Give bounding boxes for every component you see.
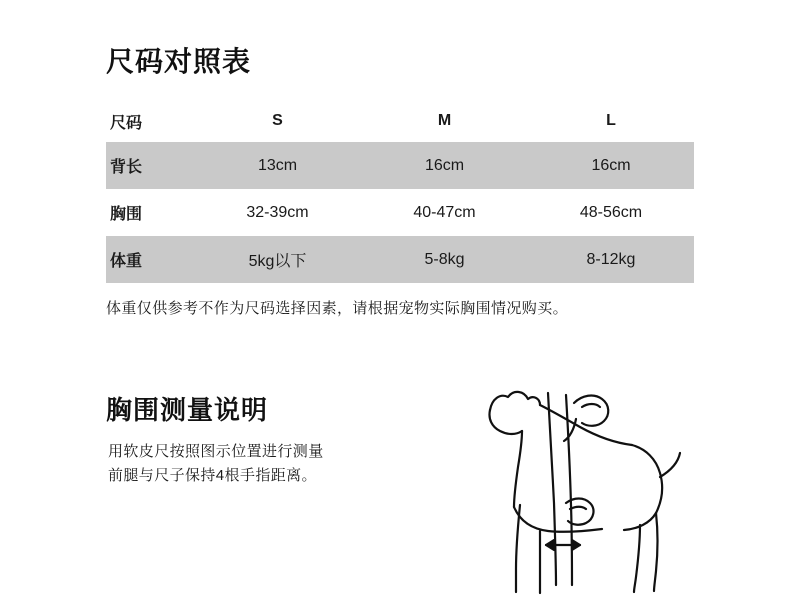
row-label-weight: 体重 bbox=[106, 236, 194, 283]
row-label-back-length: 背长 bbox=[106, 142, 194, 189]
column-header-s: S bbox=[194, 100, 361, 142]
cell-back-length-l: 16cm bbox=[528, 142, 694, 189]
table-row bbox=[106, 236, 694, 283]
row-label-chest: 胸围 bbox=[106, 189, 194, 236]
table-row bbox=[106, 142, 694, 189]
cell-weight-l: 8-12kg bbox=[528, 236, 694, 283]
column-header-l: L bbox=[528, 100, 694, 142]
measurement-instructions bbox=[108, 440, 324, 488]
cell-chest-s: 32-39cm bbox=[194, 189, 361, 236]
cell-chest-l: 48-56cm bbox=[528, 189, 694, 236]
column-header-size: 尺码 bbox=[106, 100, 194, 142]
instruction-line-2: 前腿与尺子保持4根手指距离。 bbox=[108, 467, 317, 484]
table-header-row bbox=[106, 100, 694, 142]
cell-chest-m: 40-47cm bbox=[361, 189, 528, 236]
column-header-m: M bbox=[361, 100, 528, 142]
cell-back-length-m: 16cm bbox=[361, 142, 528, 189]
cell-back-length-s: 13cm bbox=[194, 142, 361, 189]
dog-chest-measurement-illustration bbox=[470, 385, 690, 600]
table-row bbox=[106, 189, 694, 236]
section-title-chest-measurement: 胸围测量说明 bbox=[106, 395, 269, 425]
cell-weight-m: 5-8kg bbox=[361, 236, 528, 283]
weight-disclaimer-note: 体重仅供参考不作为尺码选择因素，请根据宠物实际胸围情况购买。 bbox=[106, 300, 569, 317]
instruction-line-1: 用软皮尺按照图示位置进行测量 bbox=[108, 443, 324, 460]
page-title: 尺码对照表 bbox=[106, 46, 252, 77]
size-chart-table bbox=[106, 100, 694, 283]
cell-weight-s: 5kg以下 bbox=[194, 236, 361, 283]
